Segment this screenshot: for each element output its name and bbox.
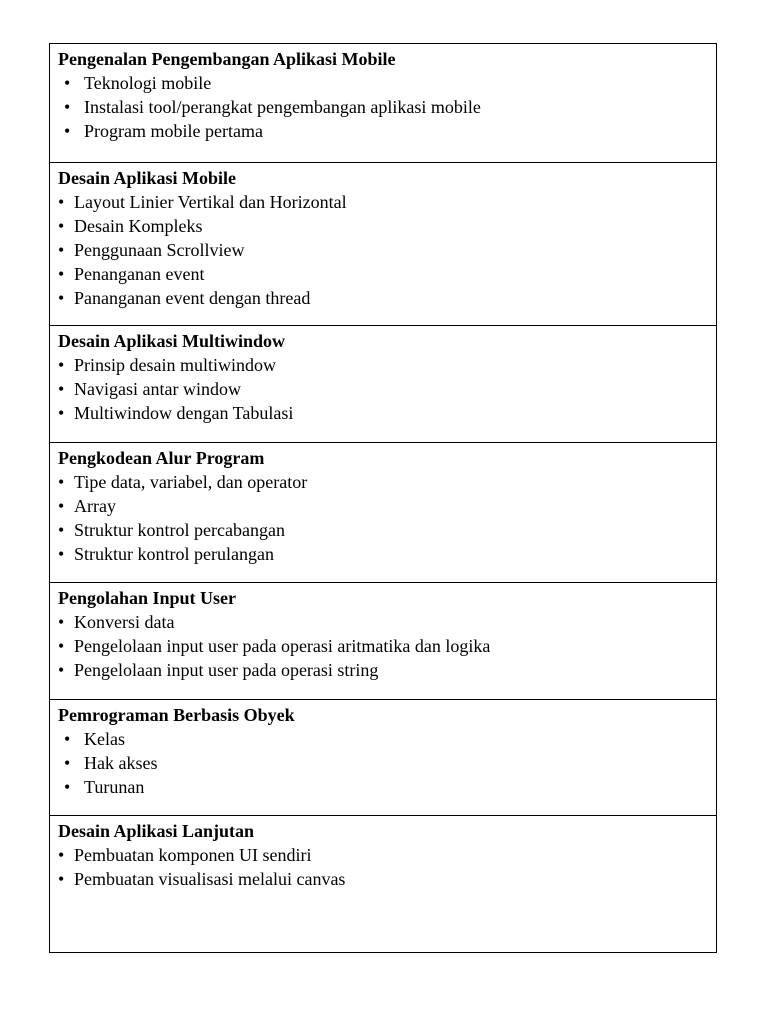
list-item <box>58 214 716 238</box>
list-item-text: Layout Linier Vertikal dan Horizontal <box>74 192 347 212</box>
list-item-text: Penggunaan Scrollview <box>74 240 245 260</box>
bullet-icon: • <box>58 240 65 260</box>
list-item-text: Pengelolaan input user pada operasi aritmatika dan logika <box>74 636 491 656</box>
item-list <box>58 353 716 425</box>
list-item-text: Pengelolaan input user pada operasi string <box>74 660 379 680</box>
section-desain-aplikasi-mobile <box>50 163 716 326</box>
section-title: Desain Aplikasi Mobile <box>58 168 237 188</box>
list-item <box>58 634 716 658</box>
bullet-icon: • <box>58 636 65 656</box>
section-title: Pengolahan Input User <box>58 588 237 608</box>
list-item-text: Multiwindow dengan Tabulasi <box>74 403 294 423</box>
list-item <box>58 518 716 542</box>
list-item-text: Program mobile pertama <box>84 121 263 141</box>
bullet-icon: • <box>58 216 65 236</box>
list-item-text: Penanganan event <box>74 264 205 284</box>
section-desain-lanjutan <box>50 816 716 952</box>
bullet-icon: • <box>64 73 71 93</box>
list-item-text: Tipe data, variabel, dan operator <box>74 472 308 492</box>
list-item <box>58 470 716 494</box>
bullet-icon: • <box>58 520 65 540</box>
list-item <box>58 262 716 286</box>
bullet-icon: • <box>64 729 71 749</box>
list-item-text: Desain Kompleks <box>74 216 203 236</box>
list-item <box>58 610 716 634</box>
list-item-text: Array <box>74 496 116 516</box>
list-item <box>58 542 716 566</box>
item-list <box>58 71 716 143</box>
list-item-text: Pananganan event dengan thread <box>74 288 311 308</box>
bullet-icon: • <box>58 403 65 423</box>
list-item <box>58 377 716 401</box>
list-item-text: Prinsip desain multiwindow <box>74 355 276 375</box>
list-item <box>58 119 716 143</box>
list-item-text: Navigasi antar window <box>74 379 241 399</box>
bullet-icon: • <box>58 379 65 399</box>
bullet-icon: • <box>64 753 71 773</box>
bullet-icon: • <box>58 192 65 212</box>
bullet-icon: • <box>58 472 65 492</box>
bullet-icon: • <box>58 496 65 516</box>
list-item <box>58 401 716 425</box>
list-item <box>58 190 716 214</box>
list-item-text: Turunan <box>84 777 145 797</box>
list-item-text: Pembuatan komponen UI sendiri <box>74 845 312 865</box>
section-pemrograman-obyek <box>50 700 716 816</box>
list-item <box>58 238 716 262</box>
bullet-icon: • <box>58 612 65 632</box>
list-item <box>58 71 716 95</box>
list-item <box>58 867 716 891</box>
bullet-icon: • <box>58 660 65 680</box>
bullet-icon: • <box>58 869 65 889</box>
list-item-text: Struktur kontrol percabangan <box>74 520 285 540</box>
item-list <box>58 470 716 566</box>
list-item <box>58 95 716 119</box>
item-list <box>58 610 716 682</box>
section-title: Pengenalan Pengembangan Aplikasi Mobile <box>58 49 396 69</box>
bullet-icon: • <box>58 288 65 308</box>
bullet-icon: • <box>64 777 71 797</box>
section-title: Desain Aplikasi Lanjutan <box>58 821 255 841</box>
section-title: Pengkodean Alur Program <box>58 448 265 468</box>
bullet-icon: • <box>58 355 65 375</box>
section-title: Desain Aplikasi Multiwindow <box>58 331 286 351</box>
bullet-icon: • <box>64 97 71 117</box>
section-desain-multiwindow <box>50 326 716 443</box>
bullet-icon: • <box>58 845 65 865</box>
list-item-text: Hak akses <box>84 753 158 773</box>
section-pengolahan-input <box>50 583 716 700</box>
item-list <box>58 190 716 310</box>
bullet-icon: • <box>58 544 65 564</box>
list-item-text: Konversi data <box>74 612 175 632</box>
list-item <box>58 494 716 518</box>
syllabus-table <box>49 43 717 953</box>
list-item <box>58 843 716 867</box>
list-item <box>58 353 716 377</box>
list-item <box>58 727 716 751</box>
list-item <box>58 286 716 310</box>
list-item <box>58 658 716 682</box>
bullet-icon: • <box>64 121 71 141</box>
item-list <box>58 727 716 799</box>
list-item-text: Pembuatan visualisasi melalui canvas <box>74 869 346 889</box>
item-list <box>58 843 716 891</box>
section-pengkodean-alur <box>50 443 716 583</box>
bullet-icon: • <box>58 264 65 284</box>
list-item <box>58 751 716 775</box>
section-pengenalan <box>50 44 716 163</box>
list-item-text: Teknologi mobile <box>84 73 212 93</box>
list-item <box>58 775 716 799</box>
list-item-text: Instalasi tool/perangkat pengembangan aplikasi mobile <box>84 97 481 117</box>
section-title: Pemrograman Berbasis Obyek <box>58 705 295 725</box>
list-item-text: Kelas <box>84 729 125 749</box>
list-item-text: Struktur kontrol perulangan <box>74 544 274 564</box>
